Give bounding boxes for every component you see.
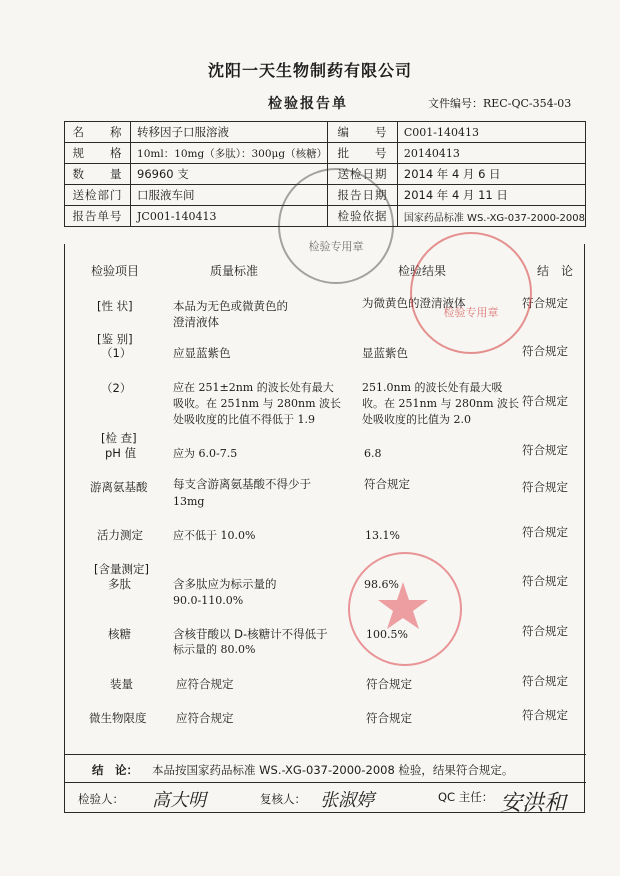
std-ribose-line2: 标示量的 80.0% — [173, 643, 256, 656]
spec-label: 规 格 — [65, 143, 131, 164]
std-appearance-line1: 本品为无色或微黄色的 — [173, 299, 288, 313]
item-polypeptide: 多肽 — [108, 577, 131, 591]
item-identification-1: （1） — [101, 346, 132, 360]
inspector-label: 检验人： — [78, 792, 124, 806]
conclusion-text: 本品按国家药品标准 WS.-XG-037-2000-2008 检验，结果符合规定。 — [152, 763, 514, 777]
section-inspection: [检 查] — [101, 431, 137, 445]
company-seal-red — [348, 552, 462, 666]
std-ribose-line1: 含核苷酸以 D-核糖计不得低于 — [173, 627, 328, 641]
info-row-spec — [65, 143, 586, 164]
result-identification-1: 显蓝紫色 — [362, 346, 408, 360]
result-ph: 6.8 — [364, 447, 382, 460]
conclusion-polypeptide: 符合规定 — [522, 574, 568, 588]
inspector-signature: 高大明 — [152, 790, 206, 811]
report-title: 检验报告单 — [268, 96, 348, 112]
result-free-amino-acid: 符合规定 — [364, 477, 410, 491]
conclusion-microbial-limit: 符合规定 — [522, 708, 568, 722]
header-test-result: 检验结果 — [398, 264, 447, 278]
result-identification-2-line2: 收。在 251nm 与 280nm 波长 — [362, 397, 520, 410]
product-spec: 10ml：10mg（多肽）：300μg（核糖） — [131, 143, 328, 164]
report-no-label: 报告单号 — [65, 206, 131, 227]
inspection-seal-red — [410, 232, 532, 354]
std-ph: 应为 6.0-7.5 — [173, 447, 238, 460]
result-microbial-limit: 符合规定 — [366, 711, 412, 725]
item-microbial-limit: 微生物限度 — [89, 711, 147, 725]
item-fill-volume: 装量 — [110, 677, 133, 691]
conclusion-identification-1: 符合规定 — [522, 344, 568, 358]
report-date: 2014 年 4 月 11 日 — [397, 185, 585, 206]
conclusion-label: 结 论： — [92, 763, 138, 777]
std-fill-volume: 应符合规定 — [176, 677, 234, 691]
conclusion-appearance: 符合规定 — [522, 296, 568, 310]
std-identification-2-line3: 处吸收度的比值不得低于 1.9 — [173, 413, 315, 426]
name-label: 名 称 — [65, 122, 131, 143]
report-date-label: 报告日期 — [328, 185, 398, 206]
header-test-item: 检验项目 — [91, 264, 140, 278]
batch-number: 20140413 — [397, 143, 585, 164]
seal-gray-text: 检验专用章 — [308, 240, 364, 253]
code-label: 编 号 — [328, 122, 398, 143]
conclusion-activity: 符合规定 — [522, 525, 568, 539]
star-icon — [348, 552, 458, 662]
std-free-amino-acid-line1: 每支含游离氨基酸不得少于 — [173, 477, 311, 491]
header-conclusion: 结 论 — [537, 264, 574, 278]
section-assay: [含量测定] — [94, 562, 149, 576]
conclusion-ph: 符合规定 — [522, 443, 568, 457]
conclusion-fill-volume: 符合规定 — [522, 674, 568, 688]
product-name: 转移因子口服溶液 — [131, 122, 328, 143]
header-quality-standard: 质量标准 — [210, 264, 259, 278]
qc-director-label: QC 主任： — [438, 790, 494, 804]
item-ph: pH 值 — [105, 446, 137, 460]
submit-date-label: 送检日期 — [328, 164, 398, 185]
std-identification-2-line2: 吸收。在 251nm 与 280nm 波长 — [173, 397, 342, 410]
result-polypeptide: 98.6% — [364, 578, 399, 591]
reviewer-signature: 张淑婷 — [320, 790, 374, 811]
conclusion-free-amino-acid: 符合规定 — [522, 480, 568, 494]
conclusion-identification-2: 符合规定 — [522, 394, 568, 408]
inspection-seal-gray — [278, 168, 394, 284]
section-identification: [鉴 别] — [97, 332, 133, 346]
item-identification-2: （2） — [101, 381, 132, 395]
test-basis: 国家药品标准 WS.-XG-037-2000-2008 — [397, 206, 585, 227]
result-identification-2-line1: 251.0nm 的波长处有最大吸 — [362, 381, 503, 394]
std-polypeptide-line2: 90.0-110.0% — [173, 594, 244, 607]
std-polypeptide-line1: 含多肽应为标示量的 — [173, 577, 277, 591]
result-appearance: 为微黄色的澄清液体 — [362, 296, 466, 310]
department-label: 送检部门 — [65, 185, 131, 206]
reviewer-label: 复核人： — [260, 792, 306, 806]
batch-label: 批 号 — [328, 143, 398, 164]
item-free-amino-acid: 游离氨基酸 — [90, 480, 148, 494]
info-row-name — [65, 122, 586, 143]
item-ribose: 核糖 — [108, 627, 131, 641]
conclusion-ribose: 符合规定 — [522, 624, 568, 638]
basis-label: 检验依据 — [328, 206, 398, 227]
department-value: 口服液车间 — [131, 185, 328, 206]
result-identification-2-line3: 处吸收度的比值为 2.0 — [362, 413, 471, 426]
result-ribose: 100.5% — [366, 628, 408, 641]
signature-divider — [64, 782, 586, 783]
std-identification-2-line1: 应在 251±2nm 的波长处有最大 — [173, 381, 334, 394]
std-identification-1: 应显蓝紫色 — [173, 346, 231, 360]
quantity-value: 96960 支 — [131, 164, 328, 185]
result-activity: 13.1% — [365, 529, 400, 542]
std-microbial-limit: 应符合规定 — [176, 711, 234, 725]
std-activity: 应不低于 10.0% — [173, 529, 256, 542]
submit-date: 2014 年 4 月 6 日 — [397, 164, 585, 185]
company-name: 沈阳一天生物制药有限公司 — [207, 61, 412, 80]
item-activity: 活力测定 — [97, 528, 143, 542]
conclusion-divider — [64, 754, 586, 755]
report-number: JC001-140413 — [131, 206, 328, 227]
qc-director-signature: 安洪和 — [500, 791, 567, 816]
section-appearance: [性 状] — [97, 299, 133, 313]
document-number: 文件编号：REC-QC-354-03 — [428, 97, 572, 110]
std-free-amino-acid-line2: 13mg — [173, 495, 205, 508]
quantity-label: 数 量 — [65, 164, 131, 185]
seal-red-text: 检验专用章 — [443, 306, 499, 319]
std-appearance-line2: 澄清液体 — [173, 315, 219, 329]
product-code: C001-140413 — [397, 122, 585, 143]
result-fill-volume: 符合规定 — [366, 677, 412, 691]
